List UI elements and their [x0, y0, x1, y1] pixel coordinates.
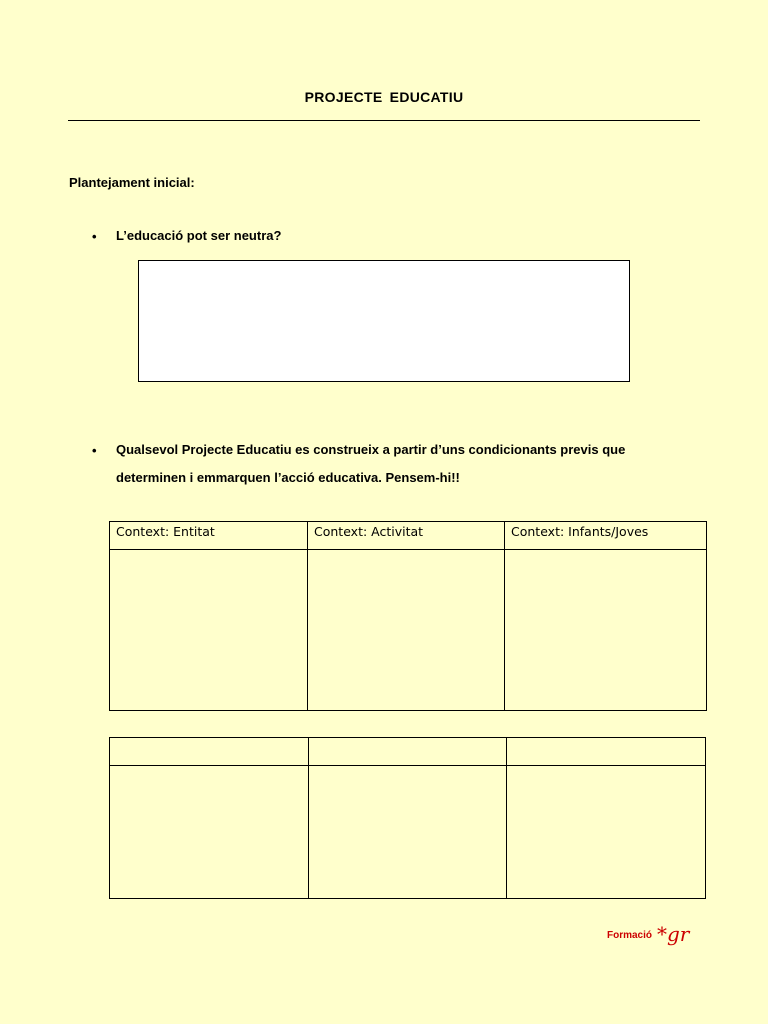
bullet-icon: •	[92, 443, 97, 458]
header-cell-infants-joves: Context: Infants/Joves	[505, 522, 707, 550]
answer-box[interactable]	[138, 260, 630, 382]
title-rule	[68, 120, 700, 121]
header-cell[interactable]	[507, 738, 706, 766]
document-title: PROJECTE EDUCATIU	[304, 89, 464, 105]
context-cell-entitat[interactable]	[110, 550, 308, 711]
bullet-icon: •	[92, 229, 97, 244]
header-cell[interactable]	[309, 738, 507, 766]
bullet-statement: Qualsevol Projecte Educatiu es construeix a partir d’uns condicionants previs que determinen i emmarquen l’acció educativa. Pensem-hi!!	[116, 442, 626, 485]
bullet-question: L’educació pot ser neutra?	[116, 228, 282, 243]
context-cell-infants-joves[interactable]	[505, 550, 707, 711]
header-cell-activitat: Context: Activitat	[308, 522, 505, 550]
footer-label: Formació	[607, 930, 653, 941]
footer-logo: *gr	[657, 922, 690, 946]
section-heading: Plantejament inicial:	[69, 175, 195, 190]
context-cell-activitat[interactable]	[308, 550, 505, 711]
table-header-row	[110, 738, 706, 766]
table-row	[110, 766, 706, 899]
blank-table	[109, 737, 706, 899]
blank-cell[interactable]	[507, 766, 706, 899]
table-header-row	[110, 522, 707, 550]
header-cell[interactable]	[110, 738, 309, 766]
blank-cell[interactable]	[309, 766, 507, 899]
table-row	[110, 550, 707, 711]
context-table	[109, 521, 707, 711]
blank-cell[interactable]	[110, 766, 309, 899]
header-cell-entitat: Context: Entitat	[110, 522, 308, 550]
